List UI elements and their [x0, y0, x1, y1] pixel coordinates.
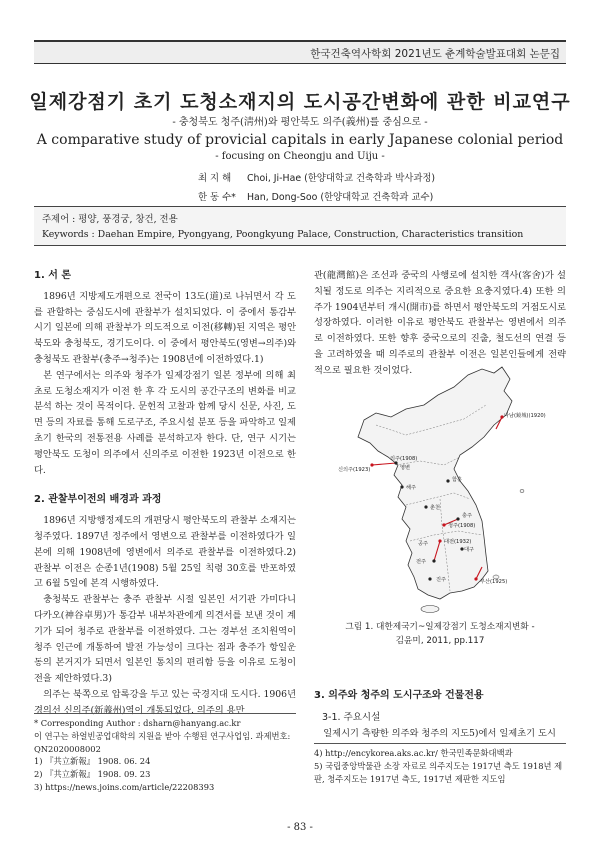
label-chuncheon: 춘천	[430, 505, 441, 511]
left-column	[34, 268, 296, 719]
title-korean: 일제강점기 초기 도청소재지의 도시공간변화에 관한 비교연구	[29, 91, 571, 113]
peninsula-outline	[358, 367, 512, 599]
subtitle-korean: - 충청북도 청주(淸州)와 평안북도 의주(義州)를 중심으로 -	[172, 117, 428, 128]
author-name-english: Choi, Ji-Hae	[246, 173, 302, 184]
section-2-heading: 2. 관찰부이전의 배경과 과정	[34, 494, 162, 506]
section-2-paragraph-continued: 관(龍灣館)은 조선과 중국의 사행로에 설치한 객사(客舍)가 설치될 정도로 의주는 지리적으로 중요한 요충지였다.4) 또한 의주가 1904년부터 개시(開市)를 하면서 평안북도의 거점도시로 성장하였다. 이러한 이유로 평안북도 관찰부는 영변에서 의주로 이전하였다. 또한 향후 중국으로의 진출, 철도선의 연결 등을 고려하였을 때 의주로의 관찰부 이전은 일본인들에게 전략적으로 필요한 것이었다.	[314, 270, 566, 376]
label-daejeon: 대전(1932)	[444, 539, 472, 545]
title-english: A comparative study of provicial capitals in early Japanese colonial period	[36, 132, 564, 148]
city-dot	[474, 577, 477, 580]
label-gongju: 공주	[418, 541, 429, 547]
section-2-paragraph-3: 의주는 북쪽으로 압록강을 두고 있는 국경지대 도시다. 1906년 경의선 신의주(新義州)역이 개통되었다. 의주의 용만	[34, 688, 296, 716]
label-sinuiju: 신의주(1923)	[338, 467, 371, 473]
city-dot	[442, 523, 445, 526]
city-dot	[370, 463, 373, 466]
label-hamhung: 함흥	[452, 477, 463, 483]
label-jinju: 진주	[436, 577, 447, 583]
island-ulleung	[520, 489, 524, 492]
page-number: - 83 -	[287, 822, 313, 833]
footnotes-right	[314, 743, 566, 785]
author-1	[198, 170, 450, 189]
journal-header	[34, 40, 566, 64]
label-haeju: 해주	[406, 485, 417, 491]
label-busan: 부산(1925)	[480, 579, 508, 585]
footnote-1: 1) 『共立新報』 1908. 06. 24	[34, 756, 151, 767]
section-1-heading: 1. 서 론	[34, 270, 72, 281]
author-name-korean: 최 지 해	[198, 173, 232, 184]
footnote-5: 5) 국립중앙박물관 소장 자료로 의주지도는 1917년 측도 1918년 제판, 청주지도는 1917년 측도, 1917년 제판한 지도임	[314, 760, 563, 784]
section-3-paragraph-1: 일제시기 측량한 의주와 청주의 지도5)에서 일제초기 도시	[323, 728, 556, 739]
city-dot	[432, 559, 435, 562]
author-affiliation: (한양대학교 건축학과 박사과정)	[304, 173, 436, 184]
section-3-heading: 3. 의주와 청주의 도시구조와 건물전용	[314, 690, 484, 701]
label-daegu: 대구	[464, 547, 475, 553]
label-uiju: 의주(1908)	[390, 456, 418, 462]
label-yongbyeon: 영변	[400, 465, 411, 471]
footnote-2: 2) 『共立新報』 1908. 09. 23	[34, 769, 151, 780]
section-1-paragraph-1: 1896년 지방제도개편으로 전국이 13도(道)로 나뉘면서 각 도를 관할하는 중심도시에 관찰부가 설치되었다. 이 중에서 통감부 시기 일본에 의해 관찰부가 의도적으로 이전(移轉)된 지역은 평안북도와 충청북도, 경기도이다. 이 중에서 평안북도(영변→의주)와 충청북도 관찰부(충주→청주)는 1908년에 이전하였다.1)	[34, 290, 296, 365]
figure-caption-line-2: 김윤미, 2011, pp.117	[395, 636, 485, 646]
city-dot	[424, 505, 427, 508]
section-2-paragraph-2: 충청북도 관찰부는 충주 관찰부 시절 일본인 서기관 가미다니 다카오(神谷卓男)가 통감부 내부차관에게 의견서를 보낸 것이 계기가 되어 청주로 관찰부를 이전하였다. 그는 경부선 조치원역이 청주 인근에 개통하여 발전 가능성이 크다는 점과 충주가 항일운동의 본거지가 되면서 일본인 통치의 편리함 등을 이유로 도청이전을 제안하였다.3)	[34, 594, 296, 685]
right-column	[314, 268, 566, 379]
author-affiliation: (한양대학교 건축학과 교수)	[320, 191, 434, 203]
footnote-corresponding-author: * Corresponding Author : dsharn@hanyang.ac.kr	[34, 718, 241, 728]
city-dot	[456, 517, 459, 520]
author-name-korean: 한 동 수*	[198, 191, 236, 203]
label-jeonju: 전주	[416, 559, 427, 565]
keywords-box	[34, 206, 566, 246]
keywords-korean: 주제어 : 평양, 풍경궁, 창건, 전용	[42, 214, 178, 225]
author-name-english: Han, Dong-Soo	[246, 191, 318, 203]
footnote-4: 4) http://encykorea.aks.ac.kr/ 한국민족문화대백과	[314, 748, 513, 758]
figure-caption-line-1: 그림 1. 대한제국기~일제강점기 도청소재지변화 -	[345, 622, 535, 632]
label-najin: 나남(鏡城)(1920)	[504, 413, 546, 419]
footnote-funding: 이 연구는 하얼빈공업대학의 지원을 받아 수행된 연구사업임. 과제번호: QN2020008002	[34, 730, 291, 754]
figure-caption	[314, 620, 566, 648]
section-2-paragraph-1: 1896년 지방행정제도의 개편당시 평안북도의 관찰부 소재지는 청주였다. 1897년 정주에서 영변으로 관찰부를 이전하였다가 일본에 의해 1908년에 영변에서 의주로 관찰부를 이전하였다.2) 관찰부 이전은 순종1년(1908) 5월 25일 칙령 30호를 반포하였고 6월 5일에 본격 시행하였다.	[34, 515, 296, 590]
relocation-arrow	[372, 463, 396, 465]
island-jeju	[421, 606, 439, 613]
korea-map-figure	[336, 365, 548, 615]
city-dot	[446, 479, 449, 482]
section-1-paragraph-2: 본 연구에서는 의주와 청주가 일제강점기 일본 정부에 의해 최초로 도청소재지가 이전 한 후 각 도시의 공간구조의 변화를 비교분석 하는 것이 목적이다. 문헌적 고찰과 함께 당시 신문, 사진, 도면 등의 자료를 통해 도로구조, 주요시설 분포 등을 파악하고 일제 초기 한국의 전통전용 사례를 분석하고자 한다. 단, 연구 시기는 평안북도 도청이 의주에서 신의주로 이전한 1923년 이전으로 한다.	[34, 369, 296, 476]
footnotes-left	[34, 713, 296, 794]
section-3-1-heading: 3-1. 주요시설	[322, 712, 381, 723]
label-cheongju: 청주(1908)	[448, 523, 476, 529]
city-dot	[438, 539, 441, 542]
journal-name: 한국건축역사학회 2021년도 춘계학술발표대회 논문집	[310, 48, 560, 60]
footnote-3: 3) https://news.joins.com/article/22208393	[34, 781, 215, 792]
city-dot	[400, 485, 403, 488]
label-chungju: 충주	[462, 513, 473, 519]
keywords-english: Keywords : Daehan Empire, Pyongyang, Poongkyung Palace, Construction, Characteristics transition	[42, 229, 524, 240]
section-3	[314, 688, 566, 742]
author-2	[198, 189, 450, 208]
subtitle-english: - focusing on Cheongju and Uiju -	[215, 151, 385, 162]
city-dot	[428, 577, 431, 580]
